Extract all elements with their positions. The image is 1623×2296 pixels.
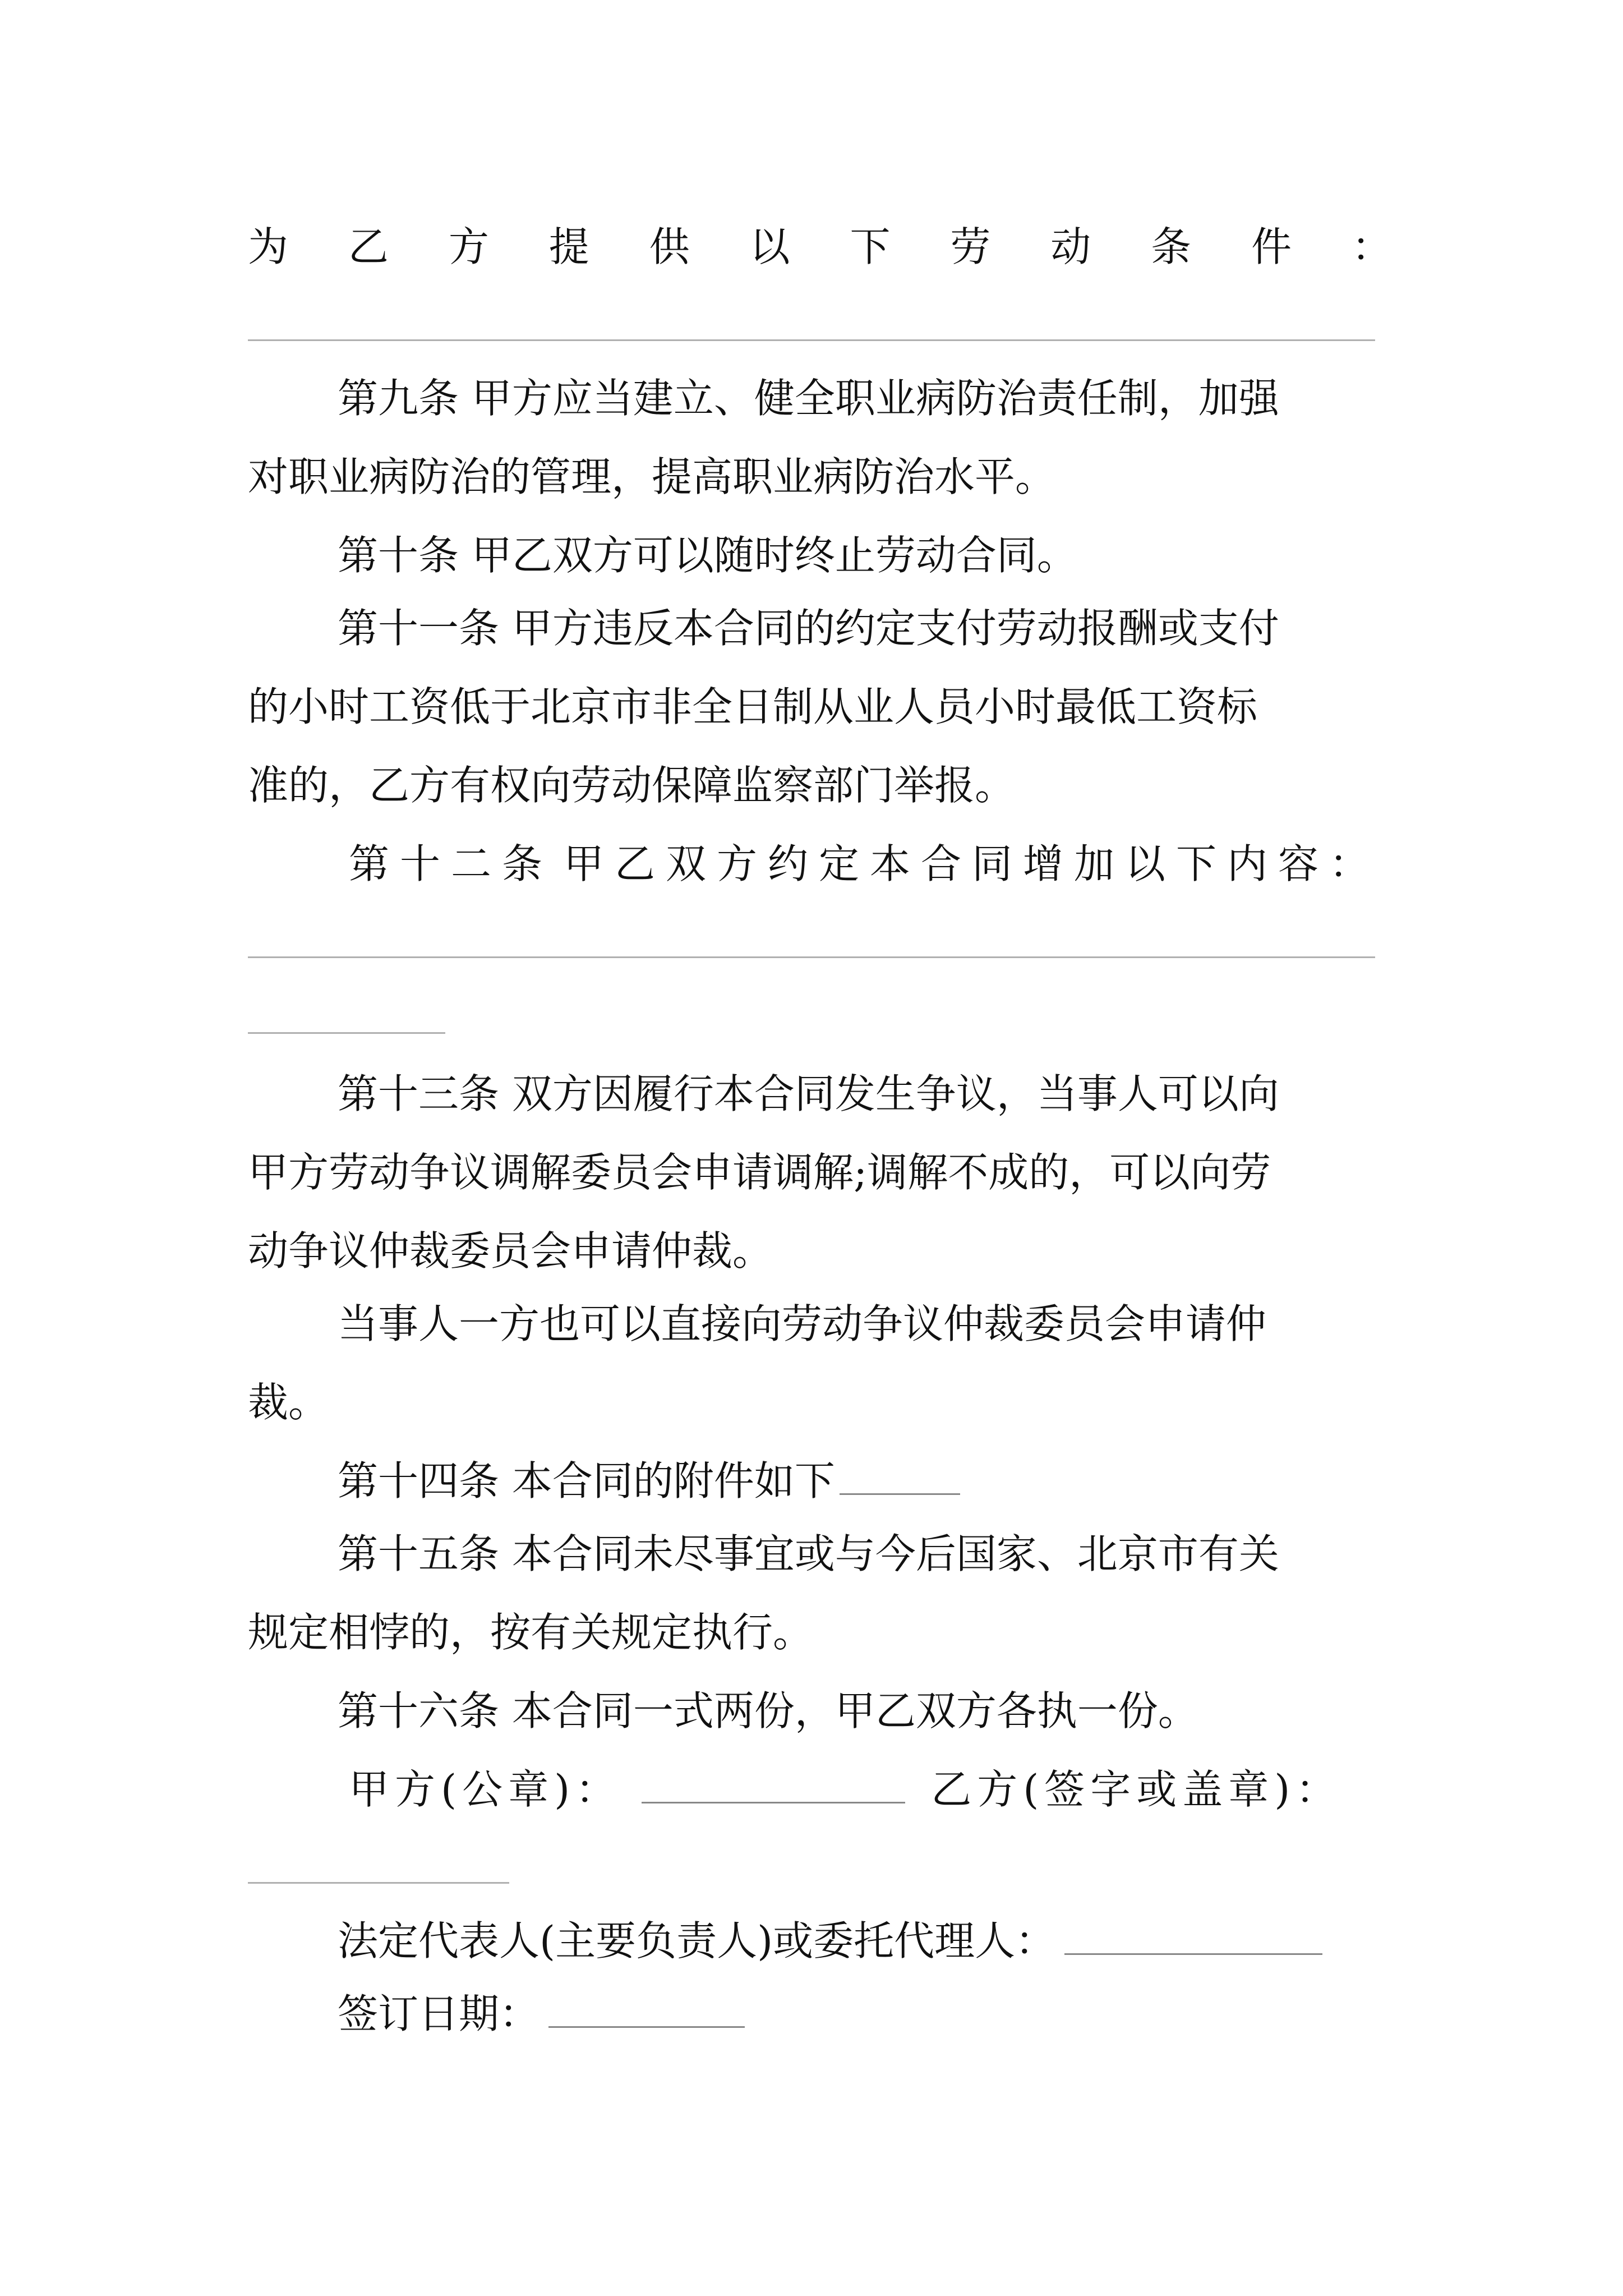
spread-char: 内 [1227,840,1267,887]
spread-char: 下 [1175,840,1216,887]
spread-char: 合 [920,840,961,887]
article-12 [349,839,1370,889]
article-13b-line-1: 当事人一方也可以直接向劳动争议仲裁委员会申请仲 [338,1300,1267,1347]
spread-char: 约 [767,840,808,887]
party-a-label: 甲方(公章)： [349,1766,622,1813]
spread-char: 容 [1278,840,1318,887]
legal-representative-row [338,1916,1482,1966]
spread-text [349,839,1370,889]
article-11-line-2: 的小时工资低于北京市非全日制从业人员小时最低工资标 [248,683,1258,730]
spread-char: 本 [869,840,910,887]
article-9-line-2: 对职业病防治的管理，提高职业病防治水平。 [248,453,1056,500]
legal-representative-blank [1064,1918,1322,1955]
article-14-text: 第十四条 本合同的附件如下 [338,1457,835,1504]
sign-date-label: 签订日期： [338,1990,540,2037]
spread-char: 动 [1050,223,1091,270]
spread-char: 条 [502,840,543,887]
spread-char: 以 [1124,840,1165,887]
spread-char: 增 [1022,840,1063,887]
article-15-line-1: 第十五条 本合同未尽事宜或与今后国家、北京市有关 [338,1530,1279,1577]
fill-in-line [248,1032,445,1034]
party-b-label: 乙方(签字或盖章)： [931,1766,1342,1813]
article-11-line-1: 第十一条 甲方违反本合同的约定支付劳动报酬或支付 [338,605,1279,652]
article-9-line-1: 第九条 甲方应当建立、健全职业病防治责任制，加强 [338,375,1279,422]
spread-char: 乙 [348,223,389,270]
spread-char: 为 [248,223,289,270]
article-10: 第十条 甲乙双方可以随时终止劳动合同。 [338,532,1077,579]
sign-date-blank [548,1991,745,2028]
spread-char: 甲 [563,840,604,887]
spread-char: 劳 [950,223,991,270]
fill-in-line [248,1882,509,1884]
spread-char: 件 [1251,223,1292,270]
spread-char: 双 [665,840,706,887]
spread-char: 同 [971,840,1012,887]
spread-char: 以 [749,223,790,270]
article-11-line-3: 准的，乙方有权向劳动保障监察部门举报。 [248,762,1016,809]
article-15-line-2: 规定相悖的，按有关规定执行。 [248,1609,814,1656]
article-14 [338,1456,1482,1506]
spread-char: 十 [400,840,441,887]
fill-in-line [248,339,1375,341]
legal-representative-label: 法定代表人(主要负责人)或委托代理人： [338,1917,1056,1964]
article-16: 第十六条 本合同一式两份，甲乙双方各执一份。 [338,1687,1198,1734]
spread-char: 乙 [614,840,655,887]
spread-char: 方 [716,840,757,887]
spread-char: 定 [818,840,859,887]
article-13-line-3: 动争议仲裁委员会申请仲裁。 [248,1227,773,1274]
article-13-line-1: 第十三条 双方因履行本合同发生争议，当事人可以向 [338,1070,1279,1117]
spread-text [248,222,1392,272]
fill-in-line [248,956,1375,958]
spread-char: 提 [548,223,589,270]
attachment-blank [840,1458,960,1495]
spread-char: 二 [451,840,492,887]
spread-char: 第 [349,840,390,887]
article-13b-line-2: 裁。 [248,1379,329,1426]
paragraph-working-conditions [248,222,1392,272]
spread-char: 方 [448,223,489,270]
article-13-line-2: 甲方劳动争议调解委员会申请调解;调解不成的，可以向劳 [248,1149,1271,1196]
spread-char: 加 [1073,840,1114,887]
spread-char: ： [1351,223,1392,270]
party-a-signature-blank [642,1767,905,1803]
sign-date-row [338,1989,1482,2039]
signature-row [349,1764,1381,1815]
spread-char: ： [1329,840,1370,887]
spread-char: 下 [850,223,891,270]
spread-char: 供 [649,223,690,270]
spread-char: 条 [1151,223,1192,270]
